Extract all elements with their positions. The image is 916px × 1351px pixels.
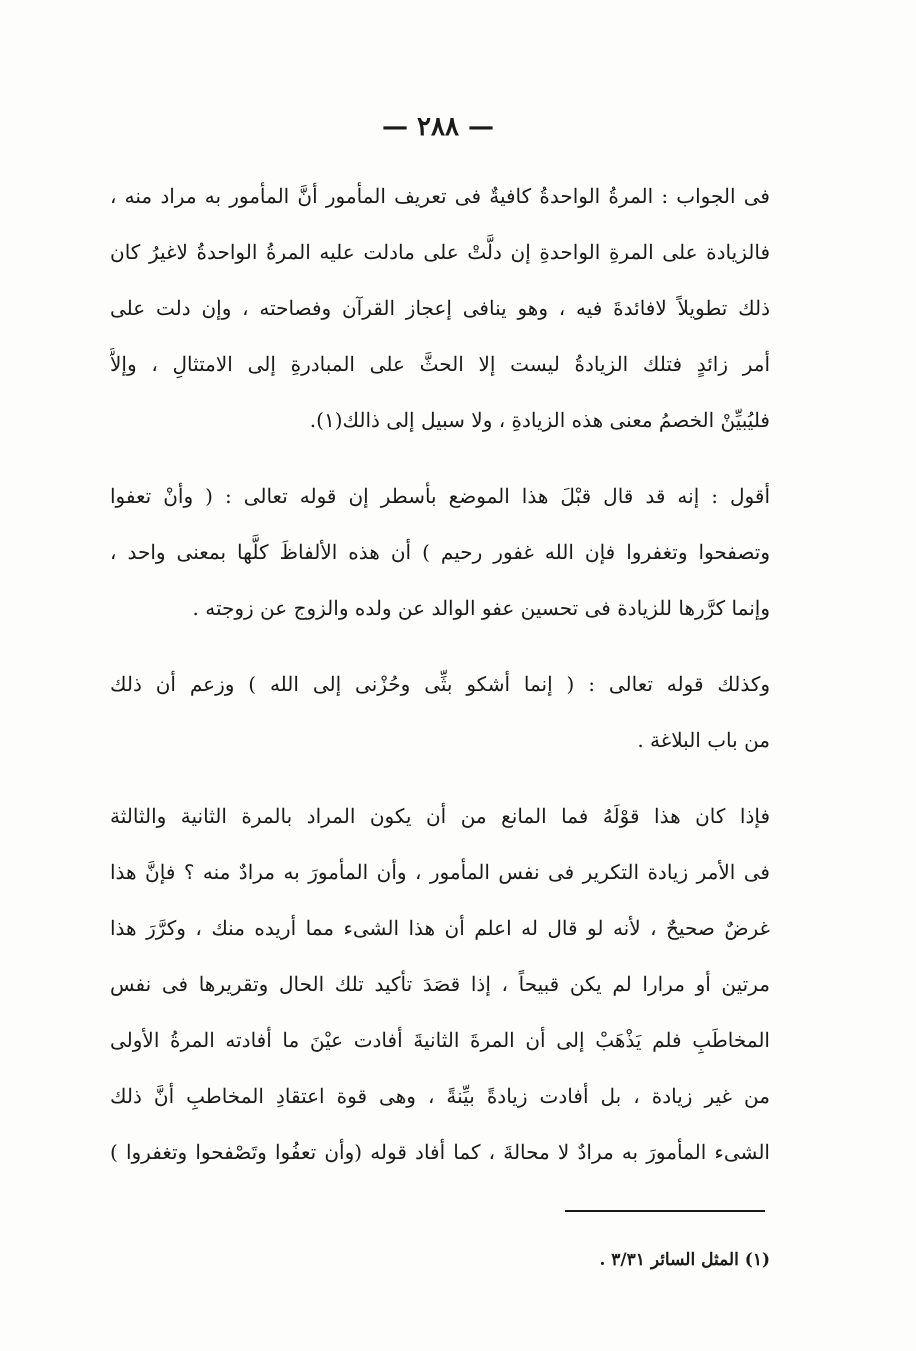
footnote-divider (565, 1210, 765, 1212)
text-line: فى الأمر زيادة التكرير فى نفس المأمور ، وأن المأمورَ به مرادٌ منه ؟ فإنَّ هذا (110, 860, 770, 884)
text-line: فليُبيِّنْ الخصمُ معنى هذه الزيادةِ ، ولا سبيل إلى ذالك(١). (309, 408, 770, 432)
text-line: وإنما كرَّرها للزيادة فى تحسين عفو الوالد عن ولده والزوج عن زوجته . (192, 596, 770, 620)
text-line: الشىء المأمورَ به مرادٌ لا محالةَ ، كما أفاد قوله (وأن تعفُوا وتَصْفحوا وتغفروا ) (110, 1140, 770, 1164)
page-number: — ٢٨٨ — (381, 112, 495, 142)
text-line: فإذا كان هذا قوْلَهُ فما المانع من أن يكون المراد بالمرة الثانية والثالثة (110, 804, 770, 828)
text-line: فى الجواب : المرةُ الواحدةُ كافيةٌ فى تعريف المأمور أنَّ المأمور به مراد منه ، (110, 184, 770, 208)
footnote: (١) المثل السائر ٣/٣١ . (599, 1250, 770, 1270)
text-line: فالزيادة على المرةِ الواحدةِ إن دلَّتْ على مادلت عليه المرةُ الواحدةُ لاغيرُ كان (110, 240, 770, 264)
text-line: المخاطَبِ فلم يَذْهَبْ إلى أن المرةَ الثانيةَ أفادت عيْنَ ما أفادته المرةُ الأولى (110, 1028, 770, 1052)
text-line: أمر زائدٍ فتلك الزيادةُ ليست إلا الحثَّ على المبادرةِ إلى الامتثالِ ، وإلاَّ (110, 352, 770, 376)
text-line: من غير زيادة ، بل أفادت زيادةً بيِّنةً ، وهى قوة اعتقادِ المخاطبِ أنَّ ذلك (110, 1084, 770, 1108)
text-line: مرتين أو مرارا لم يكن قبيحاً ، إذا قصَدَ تأكيد تلك الحال وتقريرها فى نفس (110, 972, 770, 996)
text-line: ذلك تطويلاً لافائدةَ فيه ، وهو ينافى إعجاز القرآن وفصاحته ، وإن دلت على (110, 296, 770, 320)
body-text (110, 168, 770, 1180)
text-line: وكذلك قوله تعالى : ( إنما أشكو بثِّى وحُزْنى إلى الله ) وزعم أن ذلك (110, 672, 770, 696)
text-line: وتصفحوا وتغفروا فإن الله غفور رحيم ) أن هذه الألفاظَ كلَّها بمعنى واحد ، (110, 540, 770, 564)
text-line: من باب البلاغة . (637, 728, 770, 752)
text-line: غرضٌ صحيحٌ ، لأنه لو قال له اعلم أن هذا الشىء مما أريده منك ، وكرَّرَ هذا (110, 916, 770, 940)
text-line: أقول : إنه قد قال قبْلَ هذا الموضع بأسطر إن قوله تعالى : ( وأنْ تعفوا (110, 484, 770, 508)
